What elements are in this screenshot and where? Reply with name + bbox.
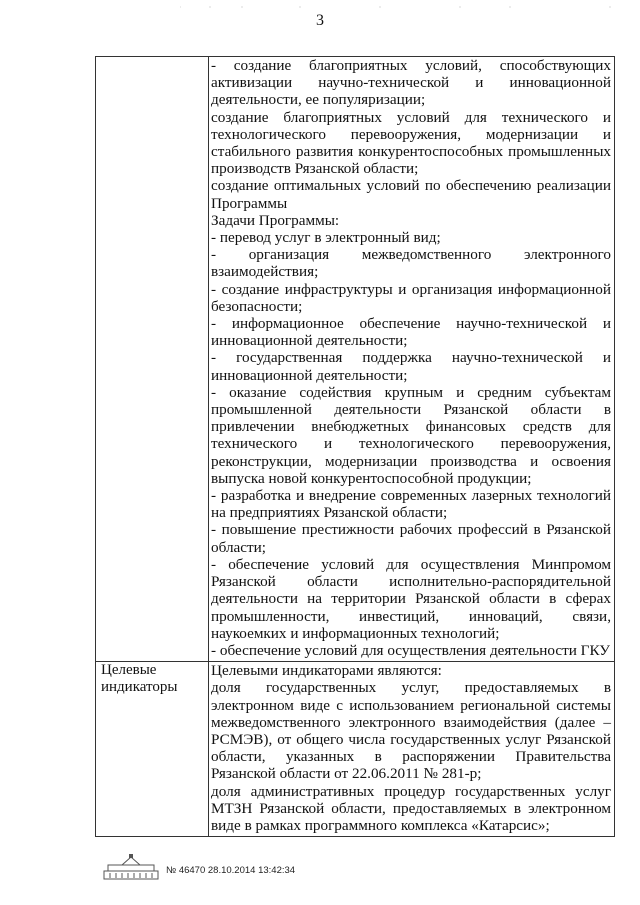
paragraph: Задачи Программы: bbox=[211, 211, 340, 229]
paragraph: доля административных процедур государственных услуг МТЗН Рязанской области, предоставляемых в электронном виде в рамках программного комплекса «Катарсис»; bbox=[211, 782, 611, 834]
row-content-cell bbox=[209, 662, 615, 837]
paragraph: - государственная поддержка научно-технической и инновационной деятельности; bbox=[211, 349, 611, 384]
paragraph: - информационное обеспечение научно-технической и инновационной деятельности; bbox=[211, 315, 611, 350]
registration-stamp: № 46470 28.10.2014 13:42:34 bbox=[166, 865, 296, 876]
paragraph: - обеспечение условий для осуществления деятельности ГКУ bbox=[211, 641, 611, 659]
row-label-cell: Целевые индикаторы bbox=[96, 662, 209, 837]
table-row bbox=[96, 662, 615, 837]
paragraph: - создание инфраструктуры и организация информационной безопасности; bbox=[211, 280, 611, 315]
paragraph: доля государственных услуг, предоставляемых в электронном виде с использованием региональной системы межведомственного электронного взаимодействия (далее – РСМЭВ), от общего числа государственных услуг Рязанской области, указанных в распоряжении Правительства Рязанской области от 22.06.2011 № 281-р; bbox=[211, 679, 611, 783]
government-building-icon bbox=[100, 853, 162, 881]
paragraph: Целевыми индикаторами являются: bbox=[211, 662, 442, 680]
program-passport-table bbox=[95, 56, 615, 837]
scan-artifact-marks bbox=[180, 4, 620, 10]
row-content-cell bbox=[209, 57, 615, 662]
document-footer bbox=[100, 853, 400, 883]
paragraph: - организация межведомственного электронного взаимодействия; bbox=[211, 246, 611, 281]
paragraph: - оказание содействия крупным и средним субъектам промышленной деятельности Рязанской области в привлечении внебюджетных финансовых средств для технического и технологического перевооружения, реконструкции, модернизации производства и освоения выпуска новой конкурентоспособной продукции; bbox=[211, 383, 611, 487]
paragraph: - разработка и внедрение современных лазерных технологий на предприятиях Рязанской области; bbox=[211, 487, 611, 522]
table-row bbox=[96, 57, 615, 662]
paragraph: - обеспечение условий для осуществления Минпромом Рязанской области исполнительно-распорядительной деятельности на территории Рязанской области в сферах промышленности, инвестиций, инноваций, связи, наукоемких и информационных технологий; bbox=[211, 555, 611, 642]
paragraph: создание благоприятных условий для технического и технологического перевооружения, модернизации и стабильного развития конкурентоспособных промышленных производств Рязанской области; bbox=[211, 108, 611, 178]
paragraph: - создание благоприятных условий, способствующих активизации научно-технической и инновационной деятельности, ее популяризации; bbox=[211, 57, 611, 109]
paragraph: - повышение престижности рабочих профессий в Рязанской области; bbox=[211, 521, 611, 556]
paragraph: создание оптимальных условий по обеспечению реализации Программы bbox=[211, 177, 611, 212]
row-label-cell bbox=[96, 57, 209, 662]
page-number: 3 bbox=[316, 12, 324, 29]
paragraph: - перевод услуг в электронный вид; bbox=[211, 229, 441, 247]
